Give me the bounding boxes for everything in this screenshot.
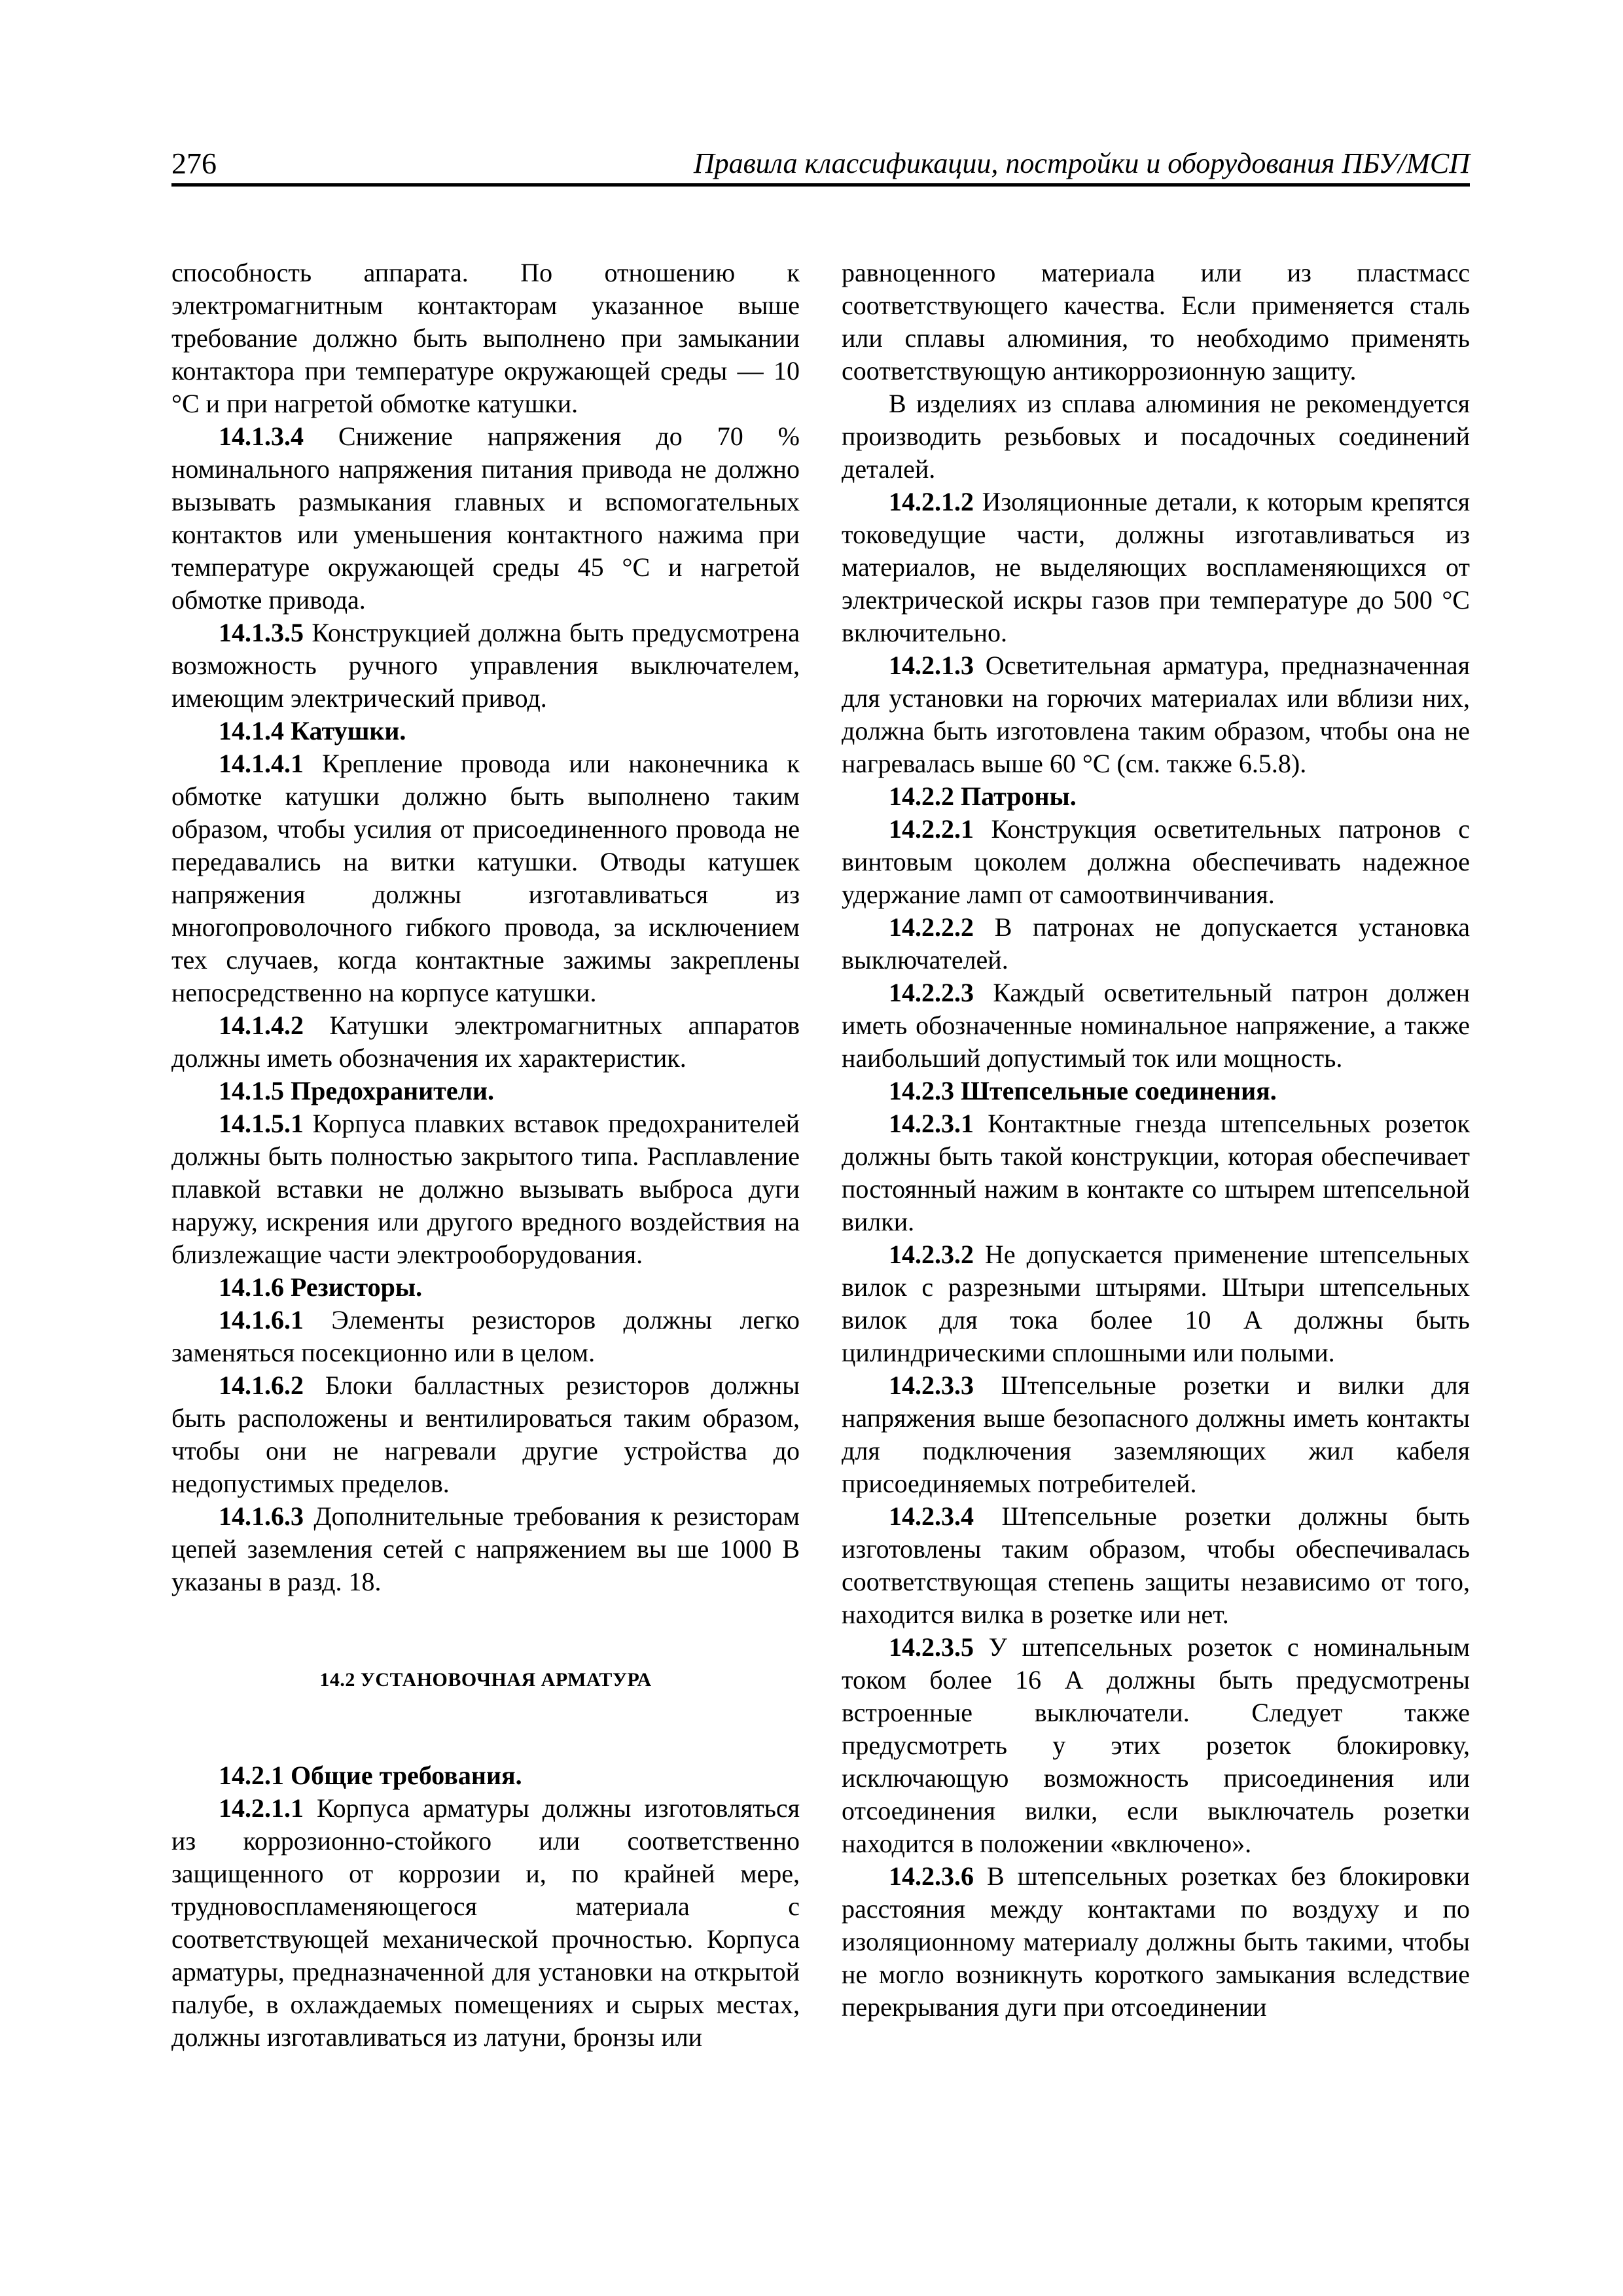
clause-text: В патронах не допускается установка выключателей. (842, 912, 1470, 975)
clause-text: Корпуса плавких вставок предохранителей должны быть полностью закрытого типа. Расплавление плавкой вставки не должно вызывать выброса дуги наружу, искрения или другого вредного воздействия на близлежащие части электрооборудования. (171, 1109, 800, 1269)
paragraph (171, 1107, 800, 1271)
clause-text: Осветительная арматура, предназначенная для установки на горючих материалах или вблизи них, должна быть изготовлена таким образом, чтобы она не нагревалась выше 60 °С (см. также 6.5.8). (842, 651, 1470, 778)
clause-text: Катушки электромагнитных аппаратов должны иметь обозначения их характеристик. (171, 1011, 800, 1073)
paragraph (171, 1500, 800, 1598)
clause-text: Блоки балластных резисторов должны быть расположены и вентилироваться таким образом, чтобы они не нагревали другие устройства до недопустимых пределов. (171, 1371, 800, 1498)
clause-text: Конструкция осветительных патронов с винтовым цоколем должна обеспечивать надежное удержание ламп от самоотвинчивания. (842, 814, 1470, 909)
clause-number: 14.1.6.3 (219, 1501, 304, 1531)
paragraph (842, 486, 1470, 649)
right-column (842, 257, 1470, 2024)
paragraph (171, 747, 800, 1009)
paragraph (842, 1860, 1470, 2024)
clause-text: Конструкцией должна быть предусмотрена возможность ручного управления выключателем, имеющим электрический привод. (171, 618, 800, 713)
clause-number: 14.2.1.2 (889, 487, 974, 516)
clause-text: Элементы резисторов должны легко заменяться посекционно или в целом. (171, 1305, 800, 1367)
paragraph (171, 617, 800, 715)
clause-text: Корпуса арматуры должны изготовляться из коррозионно-стойкого или соответственно защищенного от коррозии и, по крайней мере, трудновоспламеняющегося материала с соответствующей механической прочностью. Корпуса арматуры, предназначенной для установки на открытой палубе, в охлаждаемых помещениях и сырых местах, должны изготавливаться из латуни, бронзы или (171, 1793, 800, 2052)
page-number: 276 (171, 147, 217, 180)
clause-number: 14.2.3.3 (889, 1371, 974, 1400)
paragraph: В изделиях из сплава алюминия не рекомендуется производить резьбовых и посадочных соединений деталей. (842, 389, 1470, 484)
paragraph (171, 1009, 800, 1075)
clause-text: Крепление провода или наконечника к обмотке катушки должно быть выполнено таким образом, чтобы усилия от присоединенного провода не передавались на витки катушки. Отводы катушек напряжения должны изготавливаться из многопроволочного гибкого провода, за исключением тех случаев, когда контактные зажимы закреплены непосредственно на корпусе катушки. (171, 749, 800, 1007)
clause-number: 14.1.5.1 (219, 1109, 304, 1138)
clause-number: 14.1.6.1 (219, 1305, 304, 1335)
subsection-heading: 14.1.4 Катушки. (219, 716, 406, 745)
clause-number: 14.2.3.4 (889, 1501, 974, 1531)
clause-text: Не допускается применение штепсельных вилок с разрезными штырями. Штыри штепсельных вилок для тока более 10 А должны быть цилиндрическими сплошными или полыми. (842, 1240, 1470, 1367)
clause-number: 14.2.2.3 (889, 978, 974, 1007)
subsection-heading: 14.2.1 Общие требования. (219, 1761, 522, 1790)
clause-number: 14.2.2.2 (889, 912, 974, 942)
clause-number: 14.1.3.5 (219, 618, 304, 647)
paragraph: способность аппарата. По отношению к электромагнитным контакторам указанное выше требование должно быть выполнено при замыкании контактора при температуре окружающей среды — 10 °С и при нагретой обмотке катушки. (171, 258, 800, 418)
paragraph (171, 420, 800, 617)
subsection-heading: 14.2.3 Штепсельные соединения. (889, 1076, 1277, 1105)
clause-text: Штепсельные розетки должны быть изготовлены таким образом, чтобы обеспечивалась соответствующая степень защиты независимо от того, находится вилка в розетке или нет. (842, 1501, 1470, 1629)
paragraph (171, 1304, 800, 1369)
clause-text: Дополнительные требования к резисторам цепей заземления сетей с напряжением вы ше 1000 В указаны в разд. 18. (171, 1501, 800, 1596)
clause-text: В штепсельных розетках без блокировки расстояния между контактами по воздуху и по изоляционному материалу должны быть такими, чтобы не могло возникнуть короткого замыкания вследствие перекрывания дуги при отсоединении (842, 1861, 1470, 2022)
clause-number: 14.1.3.4 (219, 422, 304, 451)
paragraph (171, 1369, 800, 1500)
clause-number: 14.2.3.6 (889, 1861, 974, 1891)
clause-number: 14.2.1.1 (219, 1793, 304, 1823)
paragraph (842, 1238, 1470, 1369)
paragraph (171, 1792, 800, 2054)
paragraph (842, 1369, 1470, 1500)
clause-number: 14.1.4.2 (219, 1011, 304, 1040)
clause-text: Контактные гнезда штепсельных розеток должны быть такой конструкции, которая обеспечивает постоянный нажим в контакте со штырем штепсельной вилки. (842, 1109, 1470, 1236)
paragraph (842, 1631, 1470, 1860)
paragraph (842, 1107, 1470, 1238)
clause-number: 14.2.3.5 (889, 1632, 974, 1662)
paragraph: равноценного материала или из пластмасс соответствующего качества. Если применяется сталь или сплавы алюминия, то необходимо применять соответствующую антикоррозионную защиту. (842, 258, 1470, 386)
clause-text: У штепсельных розеток с номинальным током более 16 А должны быть предусмотрены встроенные выключатели. Следует также предусмотреть у этих розеток блокировку, исключающую возможность присоединения или отсоединения вилки, если выключатель розетки находится в положении «включено». (842, 1632, 1470, 1858)
subsection-heading: 14.1.6 Резисторы. (219, 1272, 423, 1302)
clause-number: 14.2.3.1 (889, 1109, 974, 1138)
clause-number: 14.2.2.1 (889, 814, 974, 844)
clause-text: Изоляционные детали, к которым крепятся токоведущие части, должны изготавливаться из материалов, не выделяющих воспламеняющихся от электрической искры газов при температуре до 500 °С включительно. (842, 487, 1470, 647)
clause-number: 14.1.6.2 (219, 1371, 304, 1400)
clause-number: 14.2.1.3 (889, 651, 974, 680)
paragraph (842, 977, 1470, 1075)
clause-text: Штепсельные розетки и вилки для напряжения выше безопасного должны иметь контакты для подключения заземляющих жил кабеля присоединяемых потребителей. (842, 1371, 1470, 1498)
clause-text: Снижение напряжения до 70 % номинального напряжения питания привода не должно вызывать размыкания главных и вспомогательных контактов или уменьшения контактного нажима при температуре окружающей среды 45 °С и нагретой обмотке привода. (171, 422, 800, 615)
clause-text: Каждый осветительный патрон должен иметь обозначенные номинальное напряжение, а также наибольший допустимый ток или мощность. (842, 978, 1470, 1073)
paragraph (842, 813, 1470, 911)
running-title: Правила классификации, постройки и оборудования ПБУ/МСП (693, 147, 1470, 179)
page-header (171, 145, 1470, 187)
clause-number: 14.2.3.2 (889, 1240, 974, 1269)
clause-number: 14.1.4.1 (219, 749, 304, 778)
paragraph (842, 911, 1470, 977)
section-title: 14.2 УСТАНОВОЧНАЯ АРМАТУРА (319, 1669, 652, 1691)
paragraph (842, 649, 1470, 780)
left-column (171, 257, 800, 2054)
subsection-heading: 14.2.2 Патроны. (889, 781, 1077, 811)
paragraph (842, 1500, 1470, 1631)
subsection-heading: 14.1.5 Предохранители. (219, 1076, 495, 1105)
